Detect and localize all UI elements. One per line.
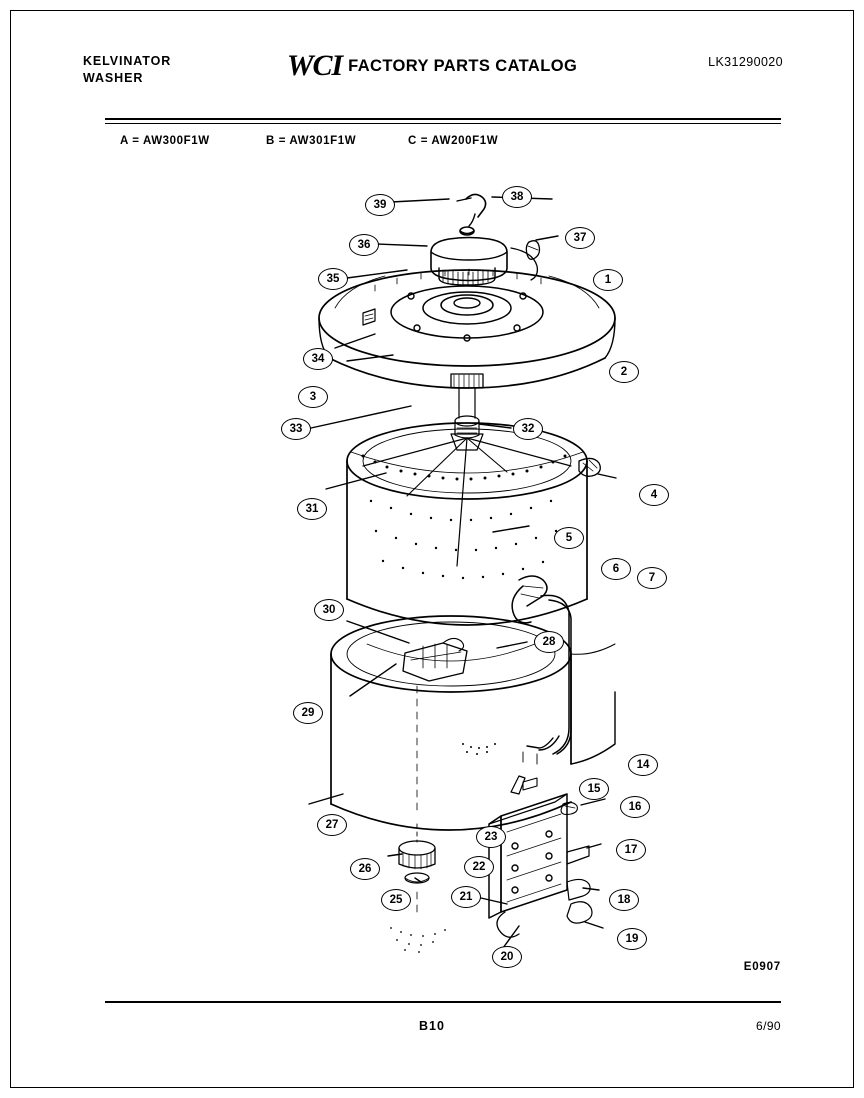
callout-15[interactable]: 15 [579, 778, 609, 800]
exploded-diagram [71, 156, 791, 963]
model-a: A = AW300F1W [120, 135, 210, 147]
callout-36[interactable]: 36 [349, 234, 379, 256]
callout-3[interactable]: 3 [298, 386, 328, 408]
callout-35[interactable]: 35 [318, 268, 348, 290]
catalog-title: FACTORY PARTS CATALOG [348, 56, 578, 75]
callout-29[interactable]: 29 [293, 702, 323, 724]
page-number: B10 [419, 1019, 445, 1033]
callout-23[interactable]: 23 [476, 826, 506, 848]
brand-product: WASHER [83, 71, 144, 85]
callout-25[interactable]: 25 [381, 889, 411, 911]
callout-31[interactable]: 31 [297, 498, 327, 520]
wci-logo: WCI [286, 49, 343, 82]
diagram-svg [71, 156, 791, 956]
brand-name: KELVINATOR [83, 54, 172, 68]
figure-code: E0907 [743, 961, 781, 973]
callout-14[interactable]: 14 [628, 754, 658, 776]
callout-19[interactable]: 19 [617, 928, 647, 950]
callout-34[interactable]: 34 [303, 348, 333, 370]
callout-26[interactable]: 26 [350, 858, 380, 880]
callout-20[interactable]: 20 [492, 946, 522, 968]
catalog-code: LK31290020 [708, 55, 783, 69]
callout-33[interactable]: 33 [281, 418, 311, 440]
callout-2[interactable]: 2 [609, 361, 639, 383]
callout-1[interactable]: 1 [593, 269, 623, 291]
callout-37[interactable]: 37 [565, 227, 595, 249]
callout-27[interactable]: 27 [317, 814, 347, 836]
callout-6[interactable]: 6 [601, 558, 631, 580]
callout-16[interactable]: 16 [620, 796, 650, 818]
callout-22[interactable]: 22 [464, 856, 494, 878]
callout-5[interactable]: 5 [554, 527, 584, 549]
callout-28[interactable]: 28 [534, 631, 564, 653]
model-b: B = AW301F1W [266, 135, 357, 147]
page-border-inner [10, 10, 854, 1088]
revision-date: 6/90 [756, 1019, 781, 1033]
callout-21[interactable]: 21 [451, 886, 481, 908]
header-rule-primary [105, 118, 781, 120]
callout-30[interactable]: 30 [314, 599, 344, 621]
callout-38[interactable]: 38 [502, 186, 532, 208]
model-c: C = AW200F1W [408, 135, 499, 147]
callout-18[interactable]: 18 [609, 889, 639, 911]
header-rule-secondary [105, 123, 781, 124]
callout-17[interactable]: 17 [616, 839, 646, 861]
footer-rule [105, 1001, 781, 1003]
callout-4[interactable]: 4 [639, 484, 669, 506]
callout-39[interactable]: 39 [365, 194, 395, 216]
callout-7[interactable]: 7 [637, 567, 667, 589]
callout-32[interactable]: 32 [513, 418, 543, 440]
